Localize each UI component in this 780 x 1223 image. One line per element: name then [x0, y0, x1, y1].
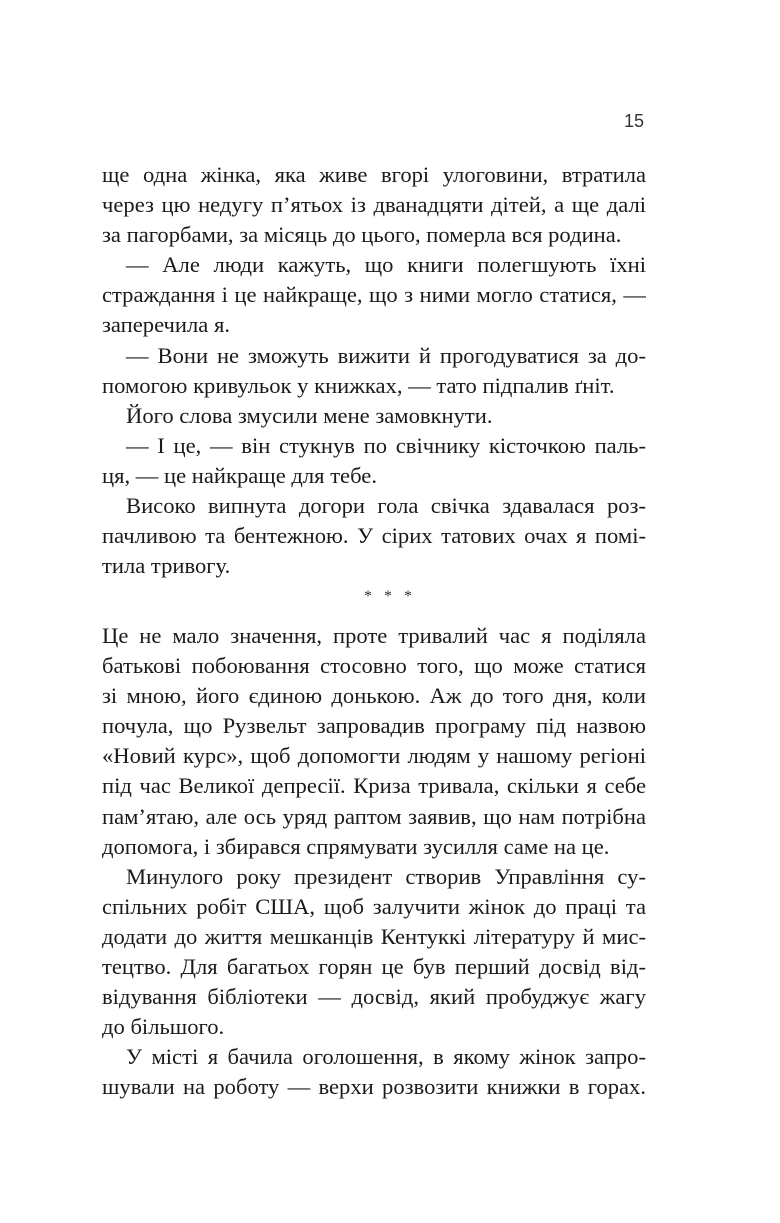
text-line: до більшого. — [102, 1014, 225, 1040]
text-line: через цю недугу п’ятьох із дванадцяти дітей, а ще далі — [102, 192, 646, 218]
section-separator: * * * — [364, 588, 416, 605]
text-line: пам’ятаю, але ось уряд раптом заявив, що нам потрібна — [102, 803, 646, 829]
text-line: помогою кривульок у книжках, — тато підпалив ґніт. — [102, 372, 615, 398]
text-line: ще одна жінка, яка живе вгорі улоговини, втратила — [102, 162, 646, 187]
text-line: пачливою та бентежною. У сірих татових очах я помі- — [102, 523, 646, 549]
text-line: Високо випнута догори гола свічка здавалася роз- — [126, 493, 646, 519]
text-line: Його слова змусили мене замовкнути. — [126, 402, 493, 428]
text-line: батькові побоювання стосовно того, що може статися — [102, 653, 646, 679]
text-line: допомога, і збирався спрямувати зусилля саме на це. — [102, 833, 610, 859]
text-line: ця, — це найкраще для тебе. — [102, 462, 377, 488]
text-block-top — [102, 160, 646, 581]
text-line: почула, що Рузвельт запровадив програму під назвою — [102, 713, 646, 739]
text-line: — І це, — він стукнув по свічнику кісточкою паль- — [126, 432, 646, 458]
text-line: заперечила я. — [102, 312, 230, 338]
text-block-bottom — [102, 621, 646, 1103]
text-line: — Вони не зможуть вижити й прогодуватися за до- — [126, 342, 646, 368]
text-line: Це не мало значення, проте тривалий час я поділяла — [102, 623, 646, 648]
text-line: спільних робіт США, щоб залучити жінок до праці та — [102, 893, 646, 919]
text-line: відування бібліотеки — досвід, який пробуджує жагу — [102, 984, 646, 1010]
text-line: тила тривогу. — [102, 553, 231, 579]
text-line: — Але люди кажуть, що книги полегшують їхні — [126, 252, 646, 278]
text-line: У місті я бачила оголошення, в якому жінок запро- — [126, 1044, 646, 1070]
text-line: за пагорбами, за місяць до цього, померла вся родина. — [102, 222, 622, 248]
text-line: «Новий курс», щоб допомогти людям у нашому регіоні — [102, 743, 646, 769]
text-line: додати до життя мешканців Кентуккі літературу й мис- — [102, 923, 646, 949]
text-line: шували на роботу — верхи розвозити книжки в горах. — [102, 1074, 646, 1100]
text-line: Минулого року президент створив Управління су- — [126, 863, 646, 889]
text-line: страждання і це найкраще, що з ними могло статися, — — [102, 282, 646, 308]
text-line: під час Великої депресії. Криза тривала, скільки я себе — [102, 773, 646, 799]
text-line: зі мною, його єдиною донькою. Аж до того дня, коли — [102, 683, 646, 709]
page-number: 15 — [623, 111, 644, 131]
text-line: тецтво. Для багатьох горян це був перший досвід від- — [102, 954, 646, 980]
